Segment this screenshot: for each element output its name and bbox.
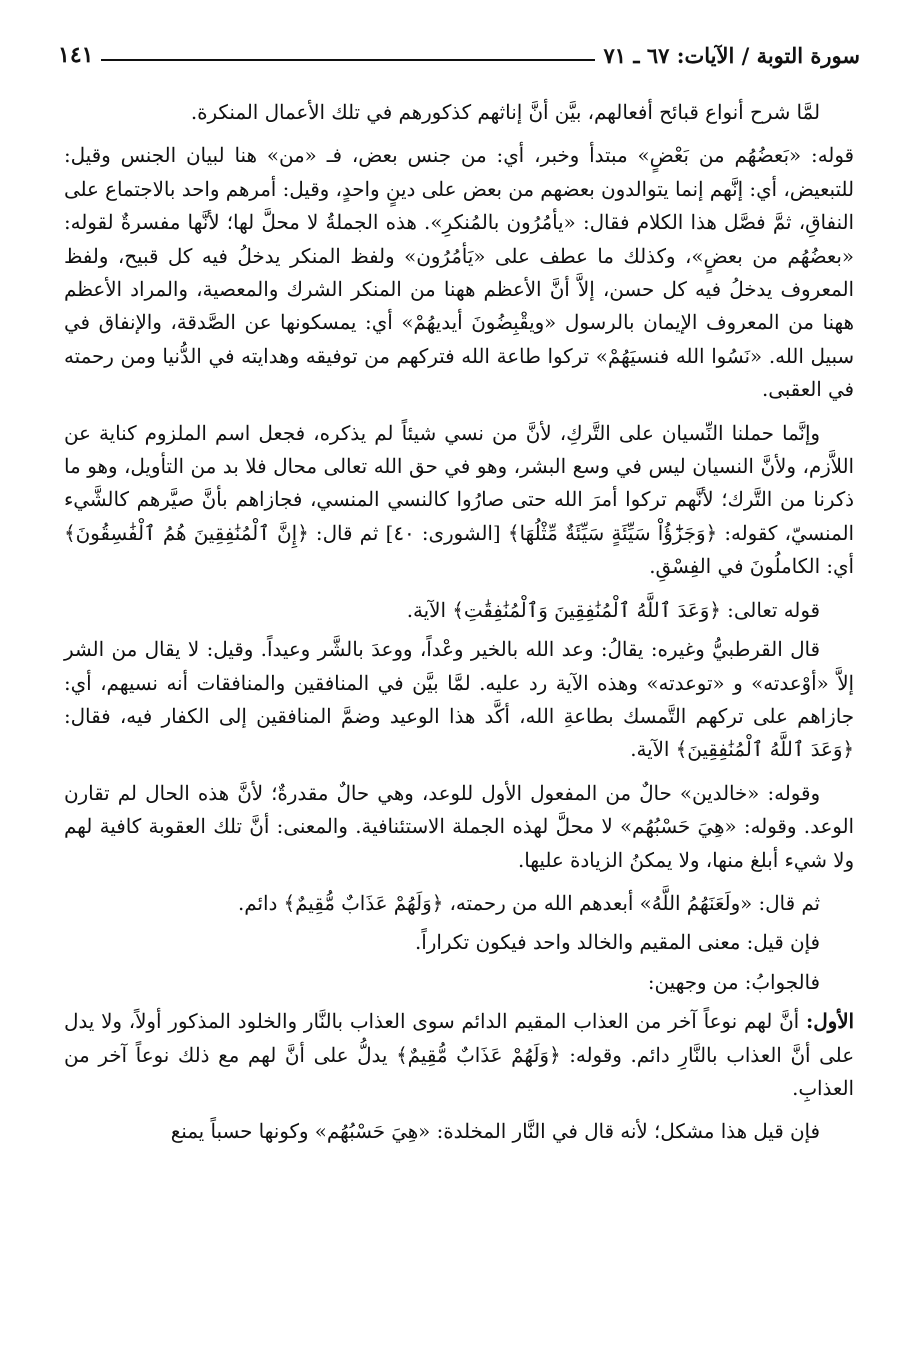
page-body [64,96,854,1159]
paragraph-text: أنَّ لهم نوعاً آخر من العذاب المقيم الدائم سوى العذاب بالنَّار والخلود المذكور أولاً، ولا يدل على أنَّ العذاب بالنَّارِ دائم. وقوله: ﴿وَلَهُمْ عَذَابٌ مُّقِيمٌ﴾ يدلُّ على أنَّ لهم مع ذلك نوعاً آخر من العذابِ. [64,1010,854,1100]
paragraph: فالجوابُ: من وجهين: [647,970,820,994]
paragraph: وقوله: «خالدين» حالٌ من المفعول الأول للوعد، وهي حالٌ مقدرةٌ؛ لأنَّ هذه الحال لم تقارن الوعد. وقوله: «هِيَ حَسْبُهُم» لا محلَّ لهذه الجملة الاستئنافية. والمعنى: أنَّ تلك العقوبة كافية لهم ولا شيء أبلغ منها، ولا يمكنُ الزيادة عليها. [64,781,854,872]
page-number: ١٤١ [58,42,94,68]
paragraph: فإن قيل: معنى المقيم والخالد واحد فيكون تكراراً. [414,931,820,955]
paragraph: لمَّا شرح أنواع قبائح أفعالهم، بيَّن أنَّ إناثهم كذكورهم في تلك الأعمال المنكرة. [190,101,820,124]
header-rule [101,59,595,61]
paragraph: فإن قيل هذا مشكل؛ لأنه قال في النَّار المخلدة: «هِيَ حَسْبُهُم» وكونها حسباً يمنع [170,1120,820,1144]
paragraph-lead: الأول: [805,1009,854,1034]
paragraph [64,1005,854,1105]
paragraph: ثم قال: «ولَعَنَهُمُ اللَّهُ» أبعدهم الله من رحمته، ﴿وَلَهُمْ عَذَابٌ مُّقِيمٌ﴾ دائم. [238,891,820,915]
paragraph: قوله: «بَعضُهُم من بَعْضٍ» مبتدأ وخبر، أي: من جنس بعض، فـ «من» هنا لبيان الجنس وقيل: للتبعيض، أي: إنَّهم إنما يتوالدون بعضهم من بعض على دينٍ واحدٍ، وقيل: أمرهم واحد بالاجتماع على النفاقِ، ثمَّ فصَّل هذا الكلام فقال: «يأمُرُون بالمُنكرِ». هذه الجملةُ لا محلَّ لها؛ لأنَّها مفسرةٌ لقوله: «بعضُهُم من بعضٍ»، وكذلك ما عطف على «يَأمُرُون» ولفظ المنكر يدخلُ فيه كل قبيح، ولفظ المعروف يدخلُ فيه كل حسن، إلاَّ أنَّ الأعظم ههنا من المنكر الشرك والمعصية، والمراد الأعظم ههنا من المعروف الإيمان بالرسول «ويقْبِضُونَ أيديهُمْ» أي: يمسكونها عن الصَّدقة، والإنفاق في سبيل الله. «نَسُوا الله فنسيَهُمْ» تركوا طاعة الله فتركهم من توفيقه وهدايته في الدُّنيا ومن رحمته في العقبى. [64,144,854,402]
paragraph: وإنَّما حملنا النِّسيان على التَّركِ، لأنَّ من نسي شيئاً لم يذكره، فجعل اسم الملزوم كناية عن اللاَّزم، ولأنَّ النسيان ليس في وسع البشر، وهو في حق الله تعالى محال فلا بد من التأويل، وهو ما ذكرنا من التَّرك؛ لأنَّهم تركوا أمرَ الله حتى صارُوا كالنسي المنسي، فجازاهم بأنَّ صيَّرهم كالشَّيء المنسيّ، كقوله: ﴿وَجَزَٰٓؤُاْ سَيِّئَةٍ سَيِّئَةٌ مِّثْلُهَا﴾ [الشورى: ٤٠] ثم قال: ﴿إِنَّ ٱلْمُنَٰفِقِينَ هُمُ ٱلْفَٰسِقُونَ﴾ أي: الكاملُونَ في الفِسْقِ. [64,421,854,579]
running-header [58,34,860,68]
surah-title: سورة التوبة / الآيات: ٦٧ ـ ٧١ [603,43,860,68]
paragraph: قال القرطبيُّ وغيره: يقالُ: وعد الله بالخير وعْداً، ووعدَ بالشَّر وعيداً. وقيل: لا يقال من الشر إلاَّ «أوْعدته» و «توعدته» وهذه الآية رد عليه. لمَّا بيَّن في المنافقين والمنافقات أنه نسيهم، أي: جازاهم على تركهم التَّمسك بطاعةِ الله، أكَّد هذا الوعيد وضمَّ المنافقين إلى الكفار فيه، فقال: ﴿وَعَدَ ٱللَّهُ ٱلْمُنَٰفِقِينَ﴾ الآية. [64,638,854,762]
paragraph: قوله تعالى: ﴿وَعَدَ ٱللَّهُ ٱلْمُنَٰفِقِينَ وَٱلْمُنَٰفِقَٰتِ﴾ الآية. [406,598,820,622]
